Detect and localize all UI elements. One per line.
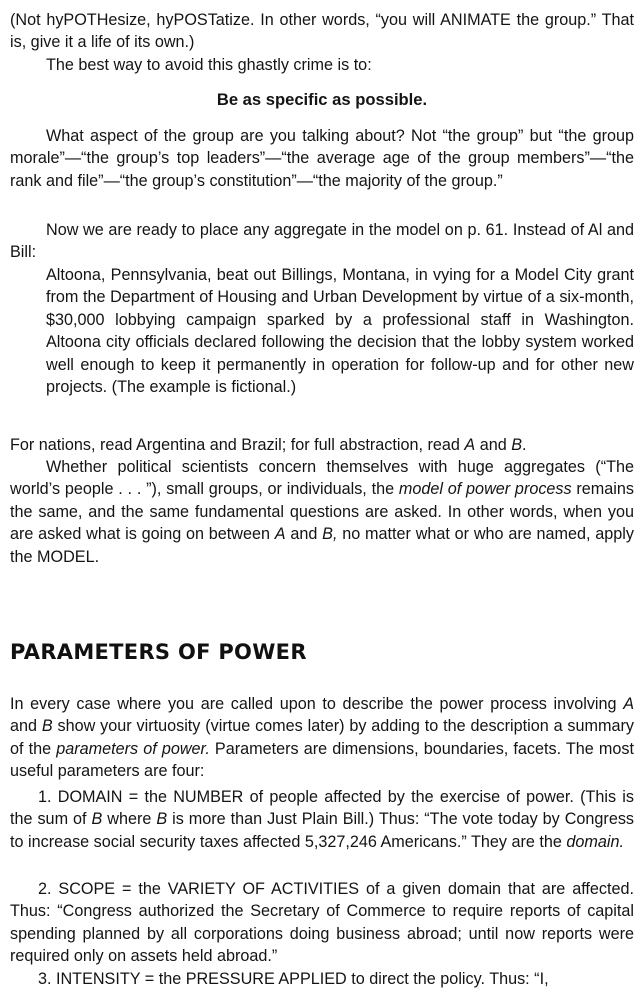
every-text-2: show your virtuosity (virtue comes later) by adding to the description a summary of the <box>10 717 634 758</box>
scope-text: 2. SCOPE = the VARIETY OF ACTIVITIES of a given domain that are affected. Thus: “Congress authorized the Secretary of Commerce to require reports of capital spending planned by all corporations doing business abroad; until now reports were required only on assets held abroad.” <box>10 880 634 966</box>
whether-emphasis: model of power process <box>398 480 572 499</box>
paragraph-ready <box>10 219 634 264</box>
var-b: B <box>511 436 523 454</box>
block-quote-altoona-text: Altoona, Pennsylvania, beat out Billings, Montana, in vying for a Model City grant from the Department of Housing and Urban Development by virtue of a six-month, $30,000 lobbying campaign sparked by a professional staff in Washington. Altoona city officials declared following the decision that the lobby system worked well enough to keep it permanently in operation for follow-up and for other new projects. (The example is fictional.) <box>46 266 634 397</box>
var-b: B <box>156 810 168 829</box>
intensity-text: 3. INTENSITY = the PRESSURE APPLIED to direct the policy. Thus: “I, <box>38 970 549 988</box>
rule-heading <box>10 89 634 111</box>
paragraph-animate-text: (Not hyPOTHesize, hyPOSTatize. In other words, “you will ANIMATE the group.” That is, give it a life of its own.) <box>10 11 634 52</box>
var-b: B <box>41 717 53 736</box>
section-heading: PARAMETERS OF POWER <box>10 640 307 664</box>
domain-text-1: 1. DOMAIN = the NUMBER of people affected by the exercise of power. (This is the sum of <box>10 788 634 829</box>
paragraph-avoid <box>10 54 634 76</box>
nations-text: For nations, read Argentina and Brazil; for full abstraction, read <box>10 436 465 454</box>
domain-emphasis: domain. <box>566 832 624 851</box>
list-item-scope <box>10 878 634 968</box>
paragraph-every-case <box>10 693 634 783</box>
var-b: B, <box>322 525 338 544</box>
paragraph-avoid-text: The best way to avoid this ghastly crime is to: <box>46 56 372 74</box>
block-quote-altoona <box>46 264 634 398</box>
whether-text-3: no matter what or who are named, apply the MODEL. <box>10 525 634 566</box>
var-a: A <box>623 695 634 713</box>
paragraph-aspect-text: What aspect of the group are you talking about? Not “the group” but “the group morale”—“the group’s top leaders”—“the average age of the group members”—“the rank and file”—“the group’s constitution”—“the majority of the group.” <box>10 127 634 190</box>
paragraph-whether <box>10 456 634 568</box>
paragraph-nations <box>10 434 634 456</box>
every-text-1: In every case where you are called upon to describe the power process involving <box>10 695 624 713</box>
whether-and: and <box>285 525 323 544</box>
list-item-domain <box>10 786 634 853</box>
paragraph-aspect <box>10 125 634 192</box>
every-and: and <box>10 717 42 736</box>
whether-text-2: remains the same, and the same fundamental questions are asked. In other words, when you are asked what is going on between <box>10 480 634 544</box>
nations-end: . <box>522 436 527 454</box>
every-text-3: Parameters are dimensions, boundaries, facets. The most useful parameters are four: <box>10 739 634 781</box>
paragraph-ready-text: Now we are ready to place any aggregate in the model on p. 61. Instead of Al and Bill: <box>10 221 634 262</box>
nations-and: and <box>475 436 512 454</box>
var-a: A <box>464 436 476 454</box>
var-b: B <box>91 810 103 829</box>
whether-text-1: Whether political scientists concern themselves with huge aggregates (“The world’s people . . . ”), small groups, or individuals, the <box>10 458 634 499</box>
every-emphasis: parameters of power. <box>56 739 210 758</box>
var-a: A <box>274 525 286 544</box>
rule-heading-text: Be as specific as possible. <box>216 90 428 109</box>
domain-text-3: is more than Just Plain Bill.) Thus: “The vote today by Congress to increase social security taxes affected 5,327,246 Americans.” They are the <box>10 810 635 851</box>
paragraph-animate <box>10 9 634 54</box>
domain-text-2: where <box>102 810 157 829</box>
list-item-intensity <box>10 968 634 990</box>
